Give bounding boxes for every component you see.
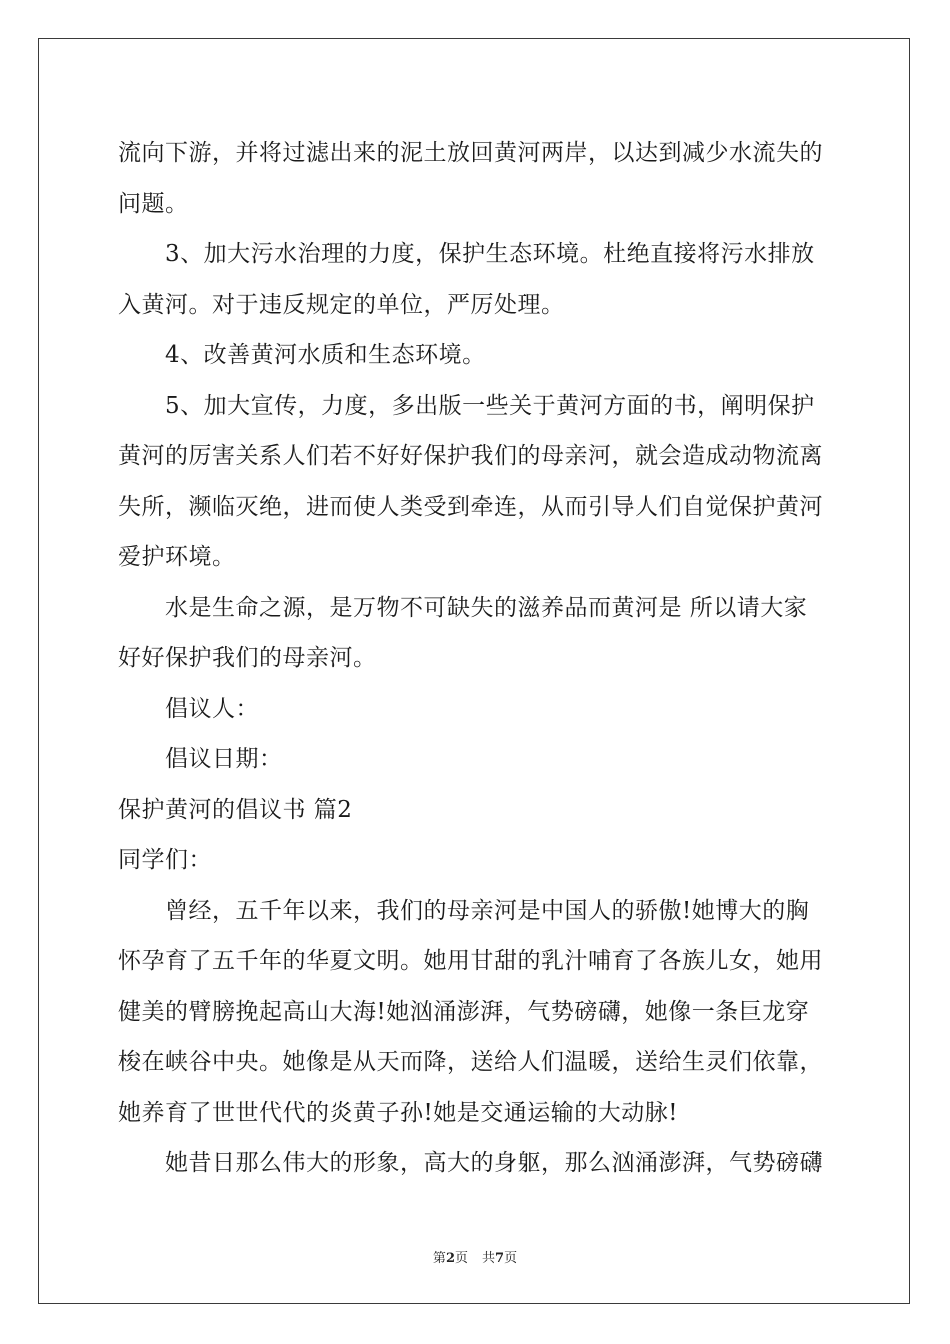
section-title: 保护黄河的倡议书 篇2	[118, 796, 353, 823]
text-line: 曾经，五千年以来，我们的母亲河是中国人的骄傲!她博大的胸	[165, 897, 810, 924]
text-line: 流向下游，并将过滤出来的泥土放回黄河两岸，以达到减少水流失的	[118, 140, 823, 166]
text-line: 入黄河。对于违反规定的单位，严厉处理。	[118, 291, 565, 318]
text-line: 她养育了世世代代的炎黄子孙!她是交通运输的大动脉!	[118, 1099, 678, 1126]
total-suffix: 页	[504, 1251, 518, 1266]
page-suffix: 页	[454, 1251, 468, 1266]
text-line: 水是生命之源，是万物不可缺失的滋养品而黄河是 所以请大家	[165, 594, 808, 621]
salutation: 同学们：	[118, 847, 212, 873]
text-line: 问题。	[118, 190, 189, 217]
text-line: 4、改善黄河水质和生态环境。	[165, 342, 486, 368]
text-line: 好好保护我们的母亲河。	[118, 645, 377, 671]
total-pages: 7	[495, 1251, 505, 1266]
text-line: 失所，濒临灭绝，进而使人类受到牵连，从而引导人们自觉保护黄河	[118, 493, 823, 520]
text-line: 爱护环境。	[118, 544, 236, 570]
text-line: 3、加大污水治理的力度，保护生态环境。杜绝直接将污水排放	[165, 241, 815, 267]
page-number: 2	[445, 1251, 455, 1266]
total-prefix: 共	[482, 1251, 496, 1266]
text-line: 梭在峡谷中央。她像是从天而降，送给人们温暖，送给生灵们依靠，	[118, 1049, 823, 1075]
text-line: 健美的臂膀挽起高山大海!她汹涌澎湃，气势磅礴，她像一条巨龙穿	[118, 998, 810, 1025]
document-body	[118, 128, 834, 1189]
page-footer	[0, 1247, 950, 1266]
date-label: 倡议日期：	[165, 746, 283, 772]
text-line: 黄河的厉害关系人们若不好好保护我们的母亲河，就会造成动物流离	[118, 443, 823, 469]
text-line: 她昔日那么伟大的形象，高大的身躯，那么汹涌澎湃，气势磅礴	[165, 1150, 823, 1176]
text-line: 5、加大宣传，力度，多出版一些关于黄河方面的书，阐明保护	[165, 392, 815, 419]
page-prefix: 第	[432, 1251, 446, 1266]
signatory-label: 倡议人：	[165, 695, 259, 722]
text-line: 怀孕育了五千年的华夏文明。她用甘甜的乳汁哺育了各族儿女，她用	[118, 948, 823, 974]
